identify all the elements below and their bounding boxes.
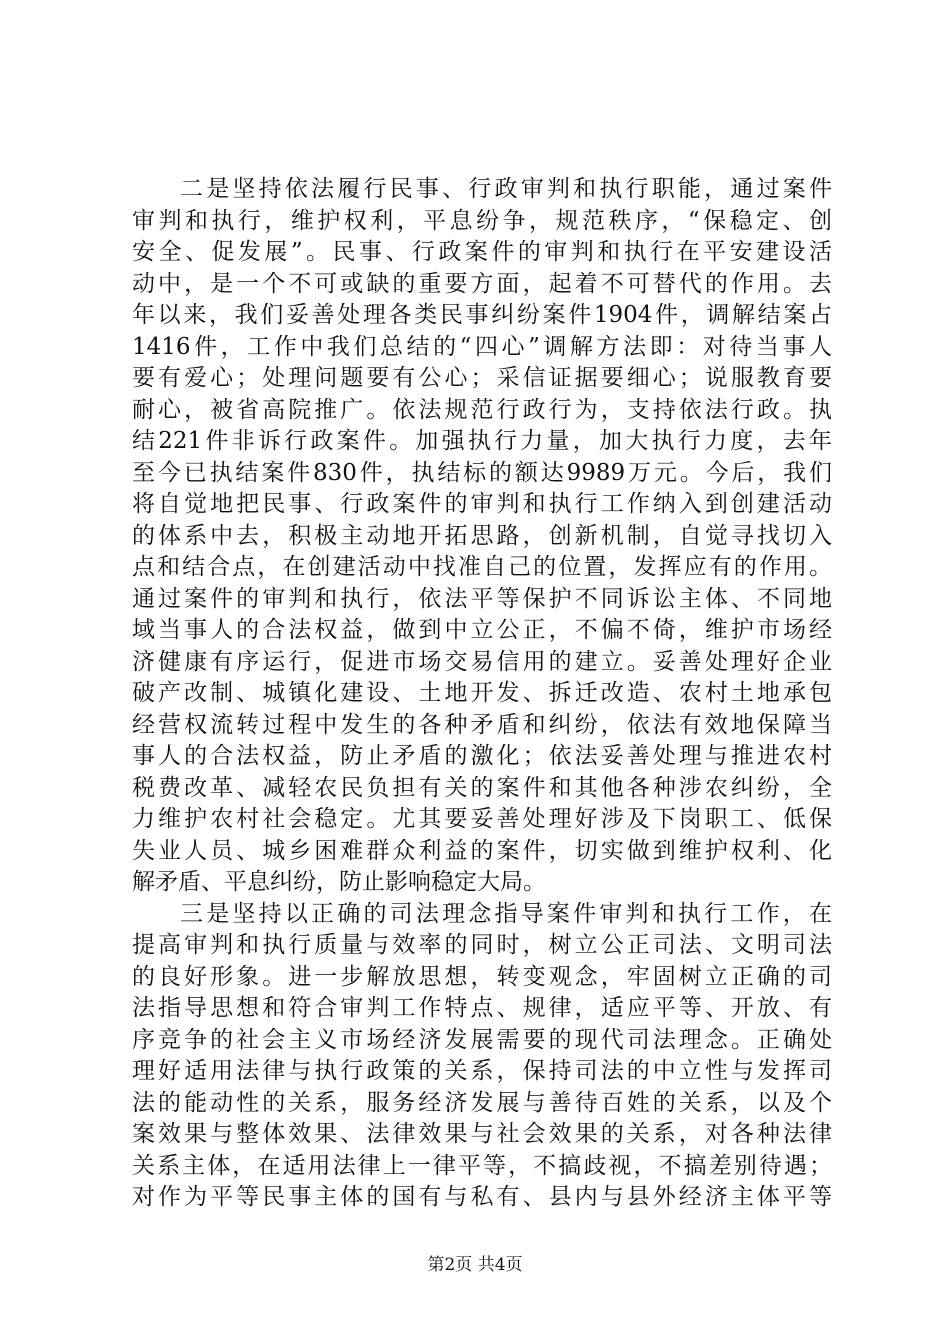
paragraph-line: 域当事人的合法权益，做到中立公正，不偏不倚，维护市场经 — [132, 617, 832, 643]
paragraph-line: 济健康有序运行，促进市场交易信用的建立。妥善处理好企业 — [132, 648, 832, 675]
paragraph-line: 动中，是一个不可或缺的重要方面，起着不可替代的作用。去 — [132, 270, 832, 297]
document-body — [132, 174, 832, 1214]
paragraph-line: 1416件，工作中我们总结的“四心”调解方法即：对待当事人 — [132, 333, 832, 360]
paragraph-line: 法指导思想和符合审判工作特点、规律，适应平等、开放、有 — [132, 995, 832, 1021]
paragraph-line: 三是坚持以正确的司法理念指导案件审判和执行工作，在 — [180, 900, 832, 927]
paragraph-line: 耐心，被省高院推广。依法规范行政行为，支持依法行政。执 — [132, 396, 832, 423]
paragraph-line: 将自觉地把民事、行政案件的审判和执行工作纳入到创建活动 — [132, 491, 832, 517]
paragraph-line: 破产改制、城镇化建设、土地开发、拆迁改造、农村土地承包 — [132, 680, 832, 706]
paragraph-line: 点和结合点，在创建活动中找准自己的位置，发挥应有的作用。 — [132, 554, 832, 580]
paragraph-line: 提高审判和执行质量与效率的同时，树立公正司法、文明司法 — [132, 932, 832, 958]
paragraph-line: 的良好形象。进一步解放思想，转变观念，牢固树立正确的司 — [132, 963, 832, 990]
paragraph-line: 解矛盾、平息纠纷，防止影响稳定大局。 — [132, 869, 546, 895]
paragraph-line: 二是坚持依法履行民事、行政审判和执行职能，通过案件 — [180, 176, 832, 202]
paragraph-line: 的体系中去，积极主动地开拓思路，创新机制，自觉寻找切入 — [132, 522, 832, 549]
paragraph-line: 经营权流转过程中发生的各种矛盾和纠纷，依法有效地保障当 — [132, 711, 832, 738]
paragraph-line: 序竞争的社会主义市场经济发展需要的现代司法理念。正确处 — [132, 1026, 832, 1053]
paragraph-line: 关系主体，在适用法律上一律平等，不搞歧视，不搞差别待遇； — [132, 1152, 832, 1179]
paragraph-line: 法的能动性的关系，服务经济发展与善待百姓的关系，以及个 — [132, 1089, 832, 1116]
paragraph-line: 失业人员、城乡困难群众利益的案件，切实做到维护权利、化 — [132, 837, 832, 864]
paragraph-line: 结221件非诉行政案件。加强执行力量，加大执行力度，去年 — [132, 428, 832, 454]
page-number-footer: 第2页 共4页 — [427, 1255, 523, 1275]
paragraph-line: 审判和执行，维护权利，平息纷争，规范秩序，“保稳定、创 — [132, 207, 832, 234]
paragraph-line: 理好适用法律与执行政策的关系，保持司法的中立性与发挥司 — [132, 1058, 832, 1084]
paragraph-line: 年以来，我们妥善处理各类民事纠纷案件1904件，调解结案占 — [132, 302, 832, 328]
paragraph-line: 通过案件的审判和执行，依法平等保护不同诉讼主体、不同地 — [132, 585, 832, 612]
paragraph-line: 至今已执结案件830件，执结标的额达9989万元。今后，我们 — [132, 459, 832, 486]
paragraph-line: 税费改革、减轻农民负担有关的案件和其他各种涉农纠纷，全 — [132, 774, 832, 801]
paragraph-line: 安全、促发展”。民事、行政案件的审判和执行在平安建设活 — [132, 239, 832, 265]
paragraph-line: 对作为平等民事主体的国有与私有、县内与县外经济主体平等 — [132, 1184, 832, 1210]
paragraph-line: 事人的合法权益，防止矛盾的激化；依法妥善处理与推进农村 — [132, 743, 832, 769]
paragraph-line: 力维护农村社会稳定。尤其要妥善处理好涉及下岗职工、低保 — [132, 806, 832, 832]
paragraph-line: 要有爱心；处理问题要有公心；采信证据要细心；说服教育要 — [132, 365, 832, 391]
paragraph-line: 案效果与整体效果、法律效果与社会效果的关系，对各种法律 — [132, 1121, 832, 1147]
